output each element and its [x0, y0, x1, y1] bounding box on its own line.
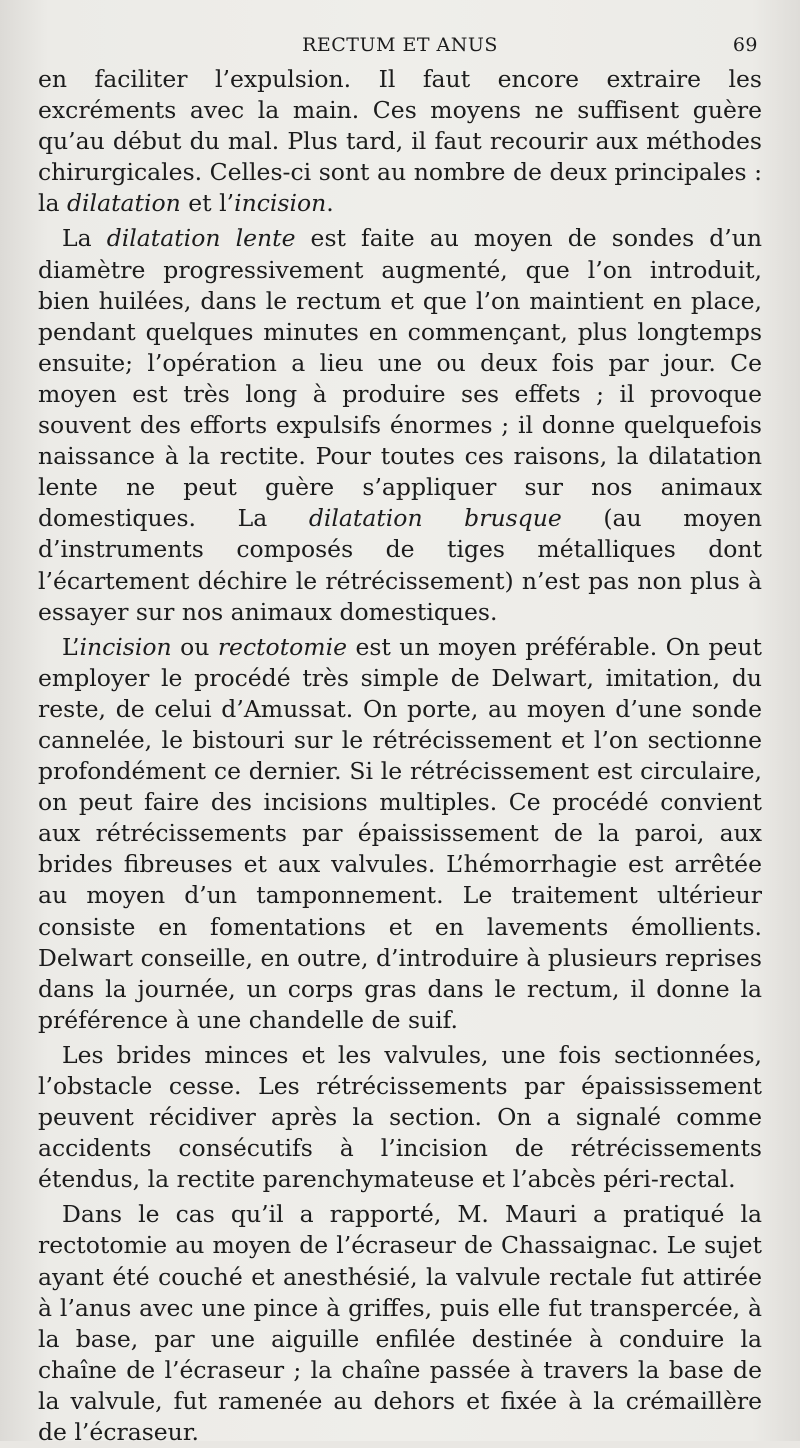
text-run: La — [62, 224, 107, 253]
italic-term-incision: incision — [234, 189, 327, 218]
italic-term-dilatation-lente: dilatation lente — [106, 224, 296, 253]
paragraph-2 — [38, 223, 762, 627]
text-run: L’ — [62, 632, 80, 661]
text-run: (au moyen d’instruments composés de tiges métalliques dont l’écartement déchire le rétrécissement) n’est pas non plus à essayer sur nos animaux domestiques. — [38, 504, 762, 626]
text-run: en faciliter l’expulsion. Il faut encore extraire les excréments avec la main. Ces moyens ne suffisent guère qu’au début du mal. Plus tard, il faut recourir aux méthodes chirurgicales. Celles-ci sont au nombre de deux principales : la — [38, 65, 762, 218]
text-run: Dans le cas qu’il a rapporté, M. Mauri a pratiqué la rectotomie au moyen de l’écraseur de Chassaignac. Le sujet ayant été couché et anesthésié, la valvule rectale fut attirée à l’anus avec une pince à griffes, puis elle fut transpercée, à la base, par une aiguille enfilée destinée à conduire la chaîne de l’écraseur ; la chaîne passée à travers la base de la valvule, fut ramenée au dehors et fixée à la crémaillère de l’écraseur. — [38, 1200, 762, 1447]
paragraph-1 — [38, 64, 762, 219]
text-run: est faite au moyen de sondes d’un diamètre progressivement augmenté, que l’on introduit, bien huilées, dans le rectum et que l’on maintient en place, pendant quelques minutes en commençant, plus longtemps ensuite; l’opération a lieu une ou deux fois par jour. Ce moyen est très long à produire ses effets ; il provoque souvent des efforts expulsifs énormes ; il donne quelquefois naissance à la rectite. Pour toutes ces raisons, la dilatation lente ne peut guère s’appliquer sur nos animaux domestiques. La — [38, 224, 762, 533]
text-run: . — [326, 189, 334, 218]
running-title: RECTUM ET ANUS — [302, 34, 498, 56]
page-number: 69 — [732, 34, 758, 56]
italic-term-dilatation: dilatation — [67, 189, 181, 218]
italic-term-dilatation-brusque: dilatation brusque — [308, 504, 562, 533]
italic-term-incision: incision — [79, 632, 172, 661]
body-text — [38, 64, 762, 1448]
running-head — [38, 30, 762, 60]
italic-term-rectotomie: rectotomie — [217, 632, 348, 661]
text-run: ou — [171, 632, 218, 661]
text-run: Les brides minces et les valvules, une fois sectionnées, l’obstacle cesse. Les rétrécissements par épaississement peuvent récidiver après la section. On a signalé comme accidents consécutifs à l’incision de rétrécissements étendus, la rectite parenchymateuse et l’abcès péri-rectal. — [38, 1040, 762, 1194]
paragraph-5 — [38, 1199, 762, 1448]
paragraph-4 — [38, 1040, 762, 1195]
paragraph-3 — [38, 632, 762, 1036]
text-run: et l’ — [180, 189, 235, 218]
text-run: est un moyen préférable. On peut employer le procédé très simple de Delwart, imitation, du reste, de celui d’Amussat. On porte, au moyen d’une sonde cannelée, le bistouri sur le rétrécissement et l’on sectionne profondément ce dernier. Si le rétrécissement est circulaire, on peut faire des incisions multiples. Ce procédé convient aux rétrécissements par épaississement de la paroi, aux brides fibreuses et aux valvules. L’hémorrhagie est arrêtée au moyen d’un tamponnement. Le traitement ultérieur consiste en fomentations et en lavements émollients. Delwart conseille, en outre, d’introduire à plusieurs reprises dans la journée, un corps gras dans le rectum, il donne la préférence à une chandelle de suif. — [38, 632, 762, 1034]
